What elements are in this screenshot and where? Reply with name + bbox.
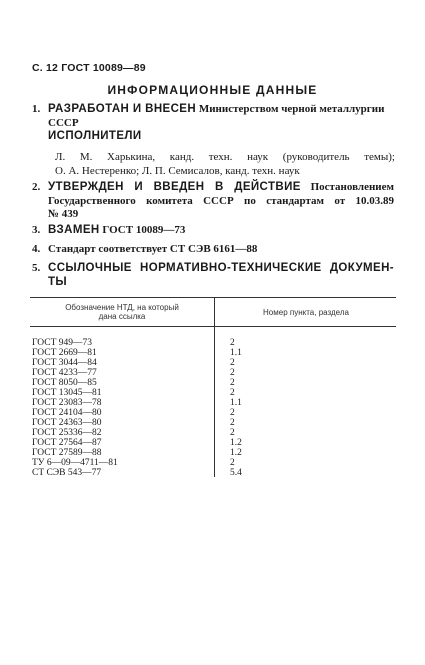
reference-document: ГОСТ 949—73 [32, 338, 92, 348]
item-3-lead: ВЗАМЕН [48, 224, 100, 236]
item-1-rest: Министерством черной металлургии [198, 103, 385, 115]
page-header: С. 12 ГОСТ 10089—89 [32, 62, 146, 74]
section-number: 2 [230, 408, 235, 418]
item-5 [32, 262, 394, 289]
item-5-line2: ТЫ [48, 275, 68, 288]
item-3-rest: ГОСТ 10089—73 [102, 224, 186, 236]
section-number: 2 [230, 378, 235, 388]
item-1-line2: СССР [48, 116, 79, 129]
item-5-lead: ССЫЛОЧНЫЕ НОРМАТИВНО-ТЕХНИЧЕСКИЕ ДОКУМЕН- [48, 262, 394, 274]
item-2-rest: Постановлением [310, 181, 395, 193]
table-header-sections: Номер пункта, раздела [263, 308, 349, 317]
item-2-line3: № 439 [48, 208, 79, 220]
reference-document: ГОСТ 24104—80 [32, 408, 102, 418]
table-header-documents [32, 303, 212, 321]
section-number: 2 [230, 388, 235, 398]
item-3-number: 3. [32, 224, 41, 236]
reference-document: СТ СЭВ 543—77 [32, 468, 102, 478]
section-number: 2 [230, 368, 235, 378]
table-header-rule [30, 326, 396, 327]
item-4 [32, 243, 394, 257]
reference-document: ГОСТ 23083—78 [32, 398, 102, 408]
section-number: 1.1 [230, 398, 242, 408]
section-number: 1.2 [230, 438, 242, 448]
item-5-line-1 [32, 262, 394, 276]
executors-line-2: О. А. Нестеренко; Л. П. Семисалов, канд. техн. наук [55, 165, 300, 177]
item-2 [32, 181, 394, 222]
reference-document: ГОСТ 27564—87 [32, 438, 102, 448]
reference-document: ГОСТ 25336—82 [32, 428, 102, 438]
reference-document: ТУ 6—09—4711—81 [32, 458, 118, 468]
section-number: 2 [230, 458, 235, 468]
item-1-lead: РАЗРАБОТАН И ВНЕСЕН [48, 103, 197, 115]
item-2-line2: Государственного комитета СССР по стандартам от 10.03.89 [48, 194, 394, 207]
reference-document: ГОСТ 13045—81 [32, 388, 102, 398]
reference-document: ГОСТ 4233—77 [32, 368, 97, 378]
section-number: 5.4 [230, 468, 242, 478]
section-number: 1.1 [230, 348, 242, 358]
item-2-number: 2. [32, 181, 41, 193]
table-header-documents-line-2: дана ссылка [98, 312, 146, 321]
table-column-divider [214, 297, 215, 477]
table-top-rule [30, 297, 396, 298]
item-4-number: 4. [32, 243, 41, 255]
item-2-line-1 [32, 181, 394, 195]
section-number: 1.2 [230, 448, 242, 458]
reference-document: ГОСТ 2669—81 [32, 348, 97, 358]
item-1-number: 1. [32, 103, 41, 115]
section-number: 2 [230, 428, 235, 438]
item-4-text: Стандарт соответствует СТ СЭВ 6161—88 [48, 243, 258, 255]
reference-document: ГОСТ 8050—85 [32, 378, 97, 388]
section-number: 2 [230, 418, 235, 428]
section-number: 2 [230, 338, 235, 348]
table-header-documents-line-1: Обозначение НТД, на который [65, 303, 179, 312]
item-3 [32, 224, 394, 238]
executors-line-1: Л. М. Харькина, канд. техн. наук (руководитель темы); [55, 151, 395, 163]
item-5-number: 5. [32, 262, 41, 274]
item-1 [32, 103, 394, 130]
reference-document: ГОСТ 27589—88 [32, 448, 102, 458]
item-2-lead: УТВЕРЖДЕН И ВВЕДЕН В ДЕЙСТВИЕ [48, 181, 301, 193]
executors-heading: ИСПОЛНИТЕЛИ [48, 130, 142, 142]
reference-document: ГОСТ 24363—80 [32, 418, 102, 428]
reference-document: ГОСТ 3044—84 [32, 358, 97, 368]
executors-list [55, 150, 395, 178]
document-title: ИНФОРМАЦИОННЫЕ ДАННЫЕ [107, 83, 318, 97]
section-number: 2 [230, 358, 235, 368]
